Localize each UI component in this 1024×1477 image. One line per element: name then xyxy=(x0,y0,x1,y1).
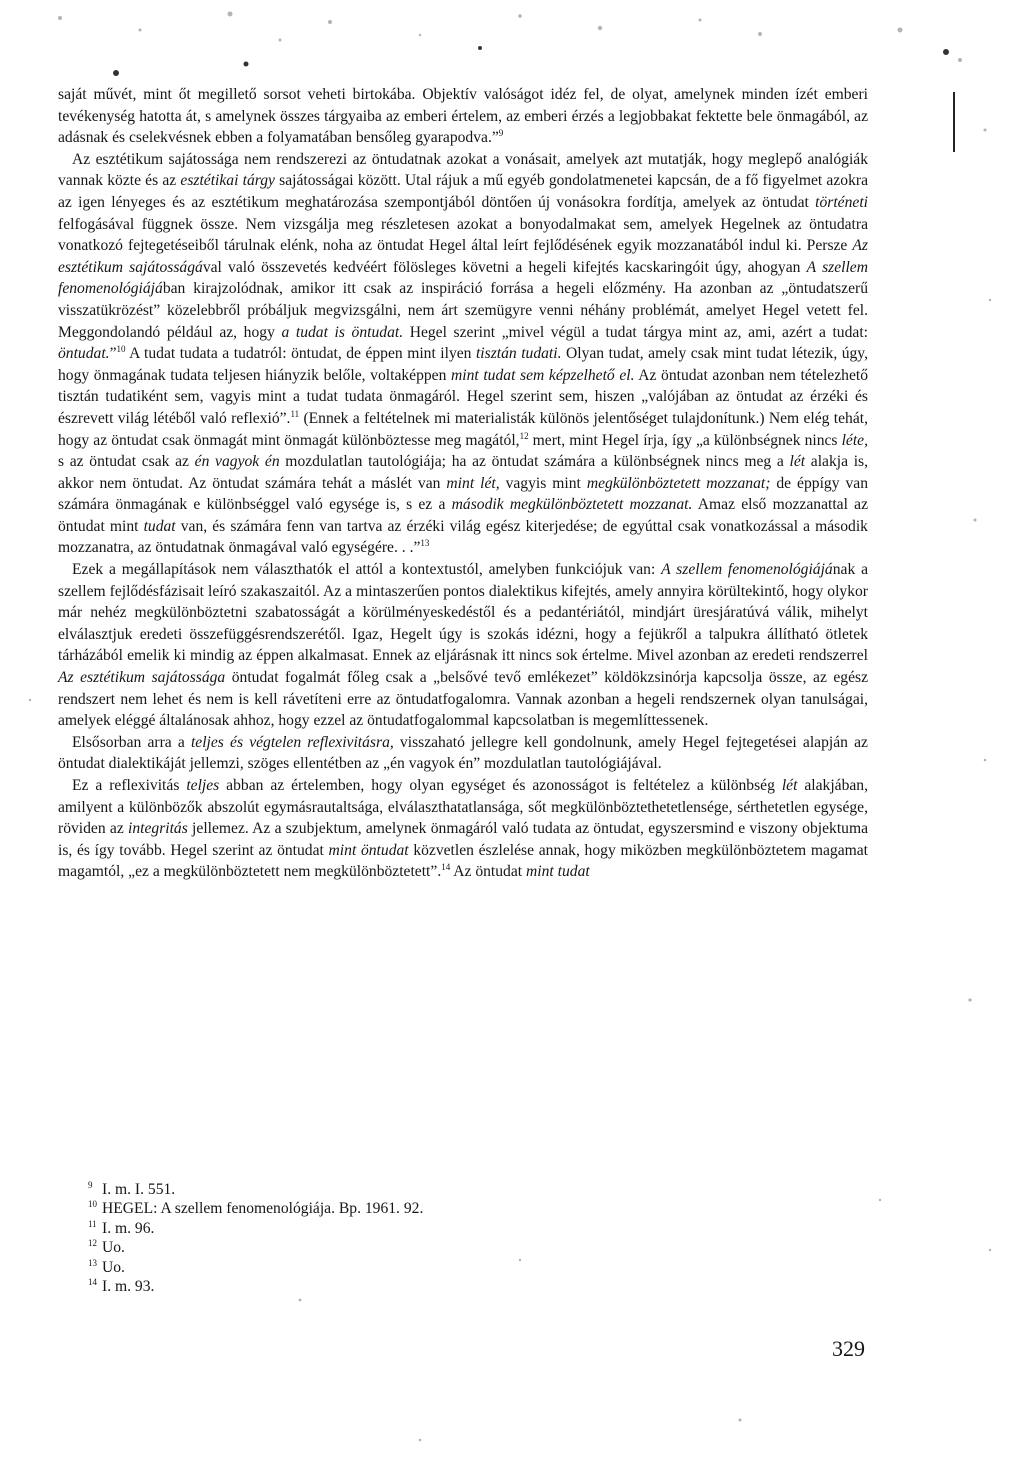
italic-text: A szellem fenomenológiájá xyxy=(58,258,868,298)
footnote-number: 11 xyxy=(88,1218,97,1229)
footnote-text: I. m. 93. xyxy=(102,1278,155,1296)
text-run: mert, mint Hegel írja, így „a különbségnek nincs xyxy=(528,431,842,449)
text-run: Amaz első mozzanattal az öntudat mint xyxy=(58,496,868,535)
italic-text: léte, xyxy=(841,431,868,449)
paragraph xyxy=(58,149,868,559)
footnote xyxy=(88,1199,608,1218)
text-run: (Ennek a feltételnek mi materialisták különös jelentőséget tulajdonítunk.) Nem elég tehát, hogy az öntudat csak önmagát mint önmagát különböztesse meg magától, xyxy=(58,409,868,449)
footnote xyxy=(88,1180,608,1199)
text-run: Ezek a megállapítások nem választhatók el attól a kontextustól, amelyben funkciójuk van: xyxy=(72,561,662,579)
text-run: alakja is, akkor nem öntudat. Az öntudat számára tehát a máslét van xyxy=(58,453,868,492)
italic-text: lét xyxy=(789,453,806,471)
italic-text: mint öntudat xyxy=(328,841,409,859)
italic-text: integritás xyxy=(128,820,188,838)
body-text xyxy=(58,84,868,883)
text-run: Elsősorban arra a xyxy=(72,733,191,751)
italic-text: esztétikai tárgy xyxy=(180,172,275,190)
italic-text: mint tudat sem képzelhető el. xyxy=(451,366,635,384)
italic-text: Az esztétikum sajátossága xyxy=(58,669,226,687)
footnote-ref: 11 xyxy=(290,408,300,419)
footnote xyxy=(88,1238,608,1257)
footnote-text: I. m. I. 551. xyxy=(102,1181,176,1198)
italic-text: mint tudat xyxy=(526,863,590,881)
text-run: ban kirajzolódnak, amikor itt csak az inspiráció forrása a hegeli előzmény. Ha azonban az „öntudatszerű visszatükrözést” közelebbről próbáljuk megvizsgálni, nem árt szemügyre venni néhány problémát, amelyet Hegel vetett fel. Meggondolandó például az, hogy xyxy=(58,280,868,341)
text-run: visszaható jellegre kell gondolnunk, amely Hegel fejtegetései alapján az öntudat dialektikáját jellemzi, szöges ellentétben az „én vagyok én” mozdulatlan tautológiájával. xyxy=(58,733,868,773)
text-run: mozdulatlan tautológiája; ha az öntudat számára a különbségnek nincs meg a xyxy=(279,453,790,471)
text-run: A tudat tudata a tudatról: öntudat, de éppen mint ilyen xyxy=(125,345,476,363)
italic-text: mint lét, xyxy=(446,474,500,492)
footnote-ref: 9 xyxy=(498,128,504,138)
footnote-ref: 10 xyxy=(116,343,126,354)
italic-text: A szellem fenomenológiájá xyxy=(661,561,833,579)
text-run: ” xyxy=(109,345,117,363)
text-run: közvetlen észlelése annak, hogy miközben megkülönböztetem magamat magamtól, „ez a megkülönböztetett nem megkülönböztetett”. xyxy=(58,841,868,881)
footnote-ref: 13 xyxy=(420,538,430,549)
footnote xyxy=(88,1277,608,1296)
page-number: 329 xyxy=(832,1336,865,1361)
text-run: Hegel szerint „mivel végül a tudat tárgya mint az, ami, azért a tudat: xyxy=(403,323,868,341)
paragraph xyxy=(58,775,868,883)
footnote-ref: 14 xyxy=(441,862,451,873)
paragraph xyxy=(58,84,868,149)
text-run: val való összevetés kedvéért fölösleges követni a hegeli kifejtés kacskaringóit úgy, ahogyan xyxy=(202,258,807,276)
paragraph xyxy=(58,732,868,775)
italic-text: lét xyxy=(781,777,798,794)
text-run: jellemez. Az a szubjektum, amelynek önmagáról való tudata az öntudat, egyszersmind e viszony objektuma is, és így tovább. Hegel szerint az öntudat xyxy=(58,820,868,859)
footnote-number: 10 xyxy=(88,1199,97,1210)
footnote-text: Uo. xyxy=(102,1258,125,1276)
footnotes xyxy=(88,1180,608,1296)
text-run: van, és számára fenn van tartva az érzéki világ egész kiterjedése; de egyúttal csak vonatkozással a második mozzanatra, az öntudatnak önmagával való egységére. . .” xyxy=(58,517,868,557)
text-run: Az öntudat azonban nem tételezhető tisztán tudatiként sem, vagyis mint a tudat tudata önmagáról. Hegel szerint sem, hiszen „valójában az öntudat az érzéki és észrevett világ létéből való reflexió”. xyxy=(58,366,868,427)
italic-text: történeti xyxy=(815,193,868,211)
text-run: Ez a reflexivitás xyxy=(72,777,187,794)
footnote-number: 14 xyxy=(88,1277,97,1288)
text-run: de éppígy van számára önmagának e különbséggel való egysége is, s ez a xyxy=(58,474,868,514)
text-run: nak a szellem fejlődésfázisait leíró szakaszaitól. Az a mintaszerűen pontos dialektikus kifejtés, amely annyira körültekintő, hogy olykor már nehéz megkülönböztetni szabatosságát a körülményeskedéstől és a pedantériától, mindjárt üresjáratúvá válik, mihelyt elválasztjuk eredeti összefüggésrendszerétől. Igaz, Hegelt úgy is szokás idézni, hogy a fejükről a talpukra állítható ötletek tárházából emelik ki mindig az éppen alkalmasat. Ennek az eljárásnak itt nincs sok értelme. Mivel azonban az eredeti rendszerrel xyxy=(58,561,868,665)
text-run: sajátosságai között. Utal rájuk a mű egyéb gondolatmenetei kapcsán, de a fő figyelmet azokra az igen lényeges és az esztétikum meghatározása szempontjából döntően új vonásokra fordítja, amelyek az öntudat xyxy=(58,172,868,211)
footnote xyxy=(88,1219,608,1238)
italic-text: második megkülönböztetett mozzanat. xyxy=(451,496,693,514)
text-run: öntudat fogalmát főleg csak a „belsővé tevő emlékezet” köldökzsinórja kapcsolja össze, az egész rendszert nem lehet és nem is kell rávetíteni erre az öntudatfogalomra. Vannak azonban a hegeli rendszernek olyan tanulságai, amelyek eléggé általánosak ahhoz, hogy ezzel az öntudatfogalommal kapcsolatban is megemlíttessenek. xyxy=(58,669,869,730)
footnote-number: 13 xyxy=(88,1257,97,1268)
italic-text: én vagyok én xyxy=(194,453,280,471)
italic-text: a tudat is öntudat. xyxy=(281,323,404,341)
text-run: Olyan tudat, amely csak mint tudat létezik, úgy, hogy önmagának tudata teljesen hiányzik belőle, voltaképpen xyxy=(58,345,868,384)
footnote xyxy=(88,1258,608,1277)
italic-text: tudat xyxy=(143,517,176,535)
text-run: Az esztétikum sajátossága nem rendszerezi az öntudatnak azokat a vonásait, amelyek azt mutatják, hogy meglepő analógiák vannak közte és az xyxy=(58,150,868,190)
text-run: vagyis mint xyxy=(499,474,587,492)
footnote-number: 12 xyxy=(88,1238,97,1249)
margin-mark xyxy=(953,92,955,152)
text-run: alakjában, amilyent a különbözők abszolút egymásrautaltsága, elválaszthatatlansága, sőt megkülönböztethetetlensége, sérthetetlen egysége, röviden az xyxy=(58,777,868,838)
text-run: Az öntudat xyxy=(450,863,527,881)
text-run: s az öntudat csak az xyxy=(58,453,195,471)
footnote-ref: 12 xyxy=(519,430,529,441)
footnote-text: HEGEL: A szellem fenomenológiája. Bp. 1961. 92. xyxy=(102,1200,424,1218)
footnote-text: I. m. 96. xyxy=(102,1219,155,1237)
italic-text: Az esztétikum sajátosságá xyxy=(58,237,868,276)
text-run: saját művét, mint őt megillető sorsot veheti birtokába. Objektív valóságot idéz fel, de olyat, amelynek minden ízét emberi tevékenység hatotta át, s amelynek összes tárgyaiba az emberi értelem, az emberi érzés a legjobbakat fektette bele önmagából, az adásnak és cselekvésnek ebben a folyamatában bensőleg gyarapodva.” xyxy=(58,86,868,147)
paragraph xyxy=(58,559,868,732)
text-run: felfogásával függnek össze. Nem vizsgálja meg részletesen azokat a bonyodalmakat sem, amelyek Hegelnek az öntudatra vonatkozó fejtegetéseiből tárulnak elénk, noha az öntudat Hegel által leírt fejlődésének egyik mozzanatából indul ki. Persze xyxy=(58,215,868,255)
italic-text: teljes és végtelen reflexivitásra, xyxy=(190,733,394,751)
footnote-number: 9 xyxy=(88,1180,93,1190)
italic-text: teljes xyxy=(186,777,220,794)
footnote-text: Uo. xyxy=(102,1239,125,1257)
italic-text: öntudat. xyxy=(58,345,110,363)
text-run: abban az értelemben, hogy olyan egységet és azonosságot is feltételez a különbség xyxy=(219,777,782,794)
italic-text: megkülönböztetett mozzanat; xyxy=(586,474,771,492)
italic-text: tisztán tudati. xyxy=(475,345,562,363)
